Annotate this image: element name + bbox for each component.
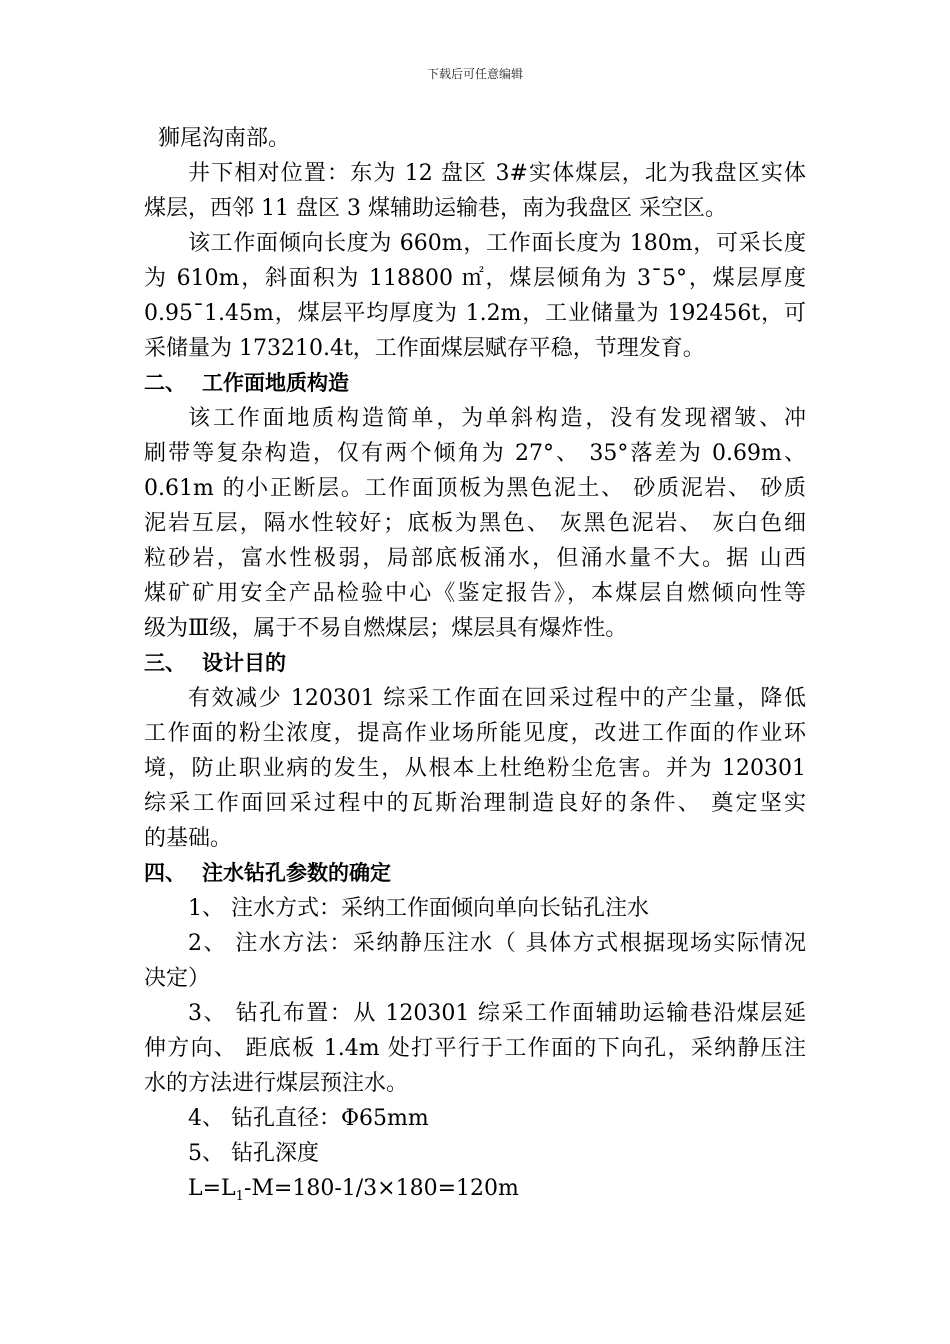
section-heading — [144, 646, 806, 681]
depth-formula — [144, 1171, 806, 1206]
section-title: 工作面地质构造 — [202, 371, 349, 395]
section-heading — [144, 856, 806, 891]
section-number: 三、 — [144, 651, 186, 675]
paragraph-line: 为 610m，斜面积为 118800 ㎡，煤层倾角为 3¯5°，煤层厚度 — [144, 266, 806, 291]
paragraph-line: 工作面的粉尘浓度，提高作业场所能见度，改进工作面的作业环 — [144, 721, 806, 746]
list-item: 4、 钻孔直径：Φ65mm — [188, 1106, 429, 1131]
paragraph-line: 泥岩互层，隔水性较好；底板为黑色、 灰黑色泥岩、 灰白色细 — [144, 511, 806, 536]
section-number: 二、 — [144, 371, 186, 395]
paragraph-line: 该工作面地质构造简单，为单斜构造，没有发现褶皱、冲 — [188, 406, 806, 431]
formula-prefix: L=L — [188, 1176, 236, 1201]
list-item: 1、 注水方式：采纳工作面倾向单向长钻孔注水 — [188, 896, 649, 921]
paragraph-line: 煤层，西邻 11 盘区 3 煤辅助运输巷，南为我盘区 采空区。 — [144, 196, 727, 221]
section-number: 四、 — [144, 861, 186, 885]
formula-suffix: -M=180-1/3×180=120m — [243, 1176, 519, 1201]
paragraph-line: 有效减少 120301 综采工作面在回采过程中的产尘量，降低 — [188, 686, 806, 711]
list-item: 2、 注水方法：采纳静压注水（ 具体方式根据现场实际情况 — [188, 931, 806, 956]
paragraph-line: 刷带等复杂构造，仅有两个倾角为 27°、 35°落差为 0.69m、 — [144, 441, 806, 466]
list-item: 3、 钻孔布置：从 120301 综采工作面辅助运输巷沿煤层延 — [188, 1001, 806, 1026]
list-item: 5、 钻孔深度 — [188, 1141, 319, 1166]
paragraph-line: 煤矿矿用安全产品检验中心《鉴定报告》，本煤层自燃倾向性等 — [144, 581, 806, 606]
section-heading — [144, 366, 806, 401]
paragraph-line: 粒砂岩，富水性极弱，局部底板涌水，但涌水量不大。据 山西 — [144, 546, 806, 571]
section-title: 注水钻孔参数的确定 — [202, 861, 391, 885]
paragraph-line: 0.95¯1.45m，煤层平均厚度为 1.2m，工业储量为 192456t，可 — [144, 301, 806, 326]
paragraph-line: 的基础。 — [144, 826, 233, 851]
list-item-continuation: 伸方向、 距底板 1.4m 处打平行于工作面的下向孔，采纳静压注 — [144, 1036, 806, 1061]
formula-subscript: 1 — [235, 1189, 244, 1204]
page-header: 下载后可任意编辑 — [426, 67, 523, 81]
paragraph-line: 采储量为 173210.4t，工作面煤层赋存平稳，节理发育。 — [144, 336, 705, 361]
paragraph-line: 境，防止职业病的发生，从根本上杜绝粉尘危害。并为 120301 — [144, 756, 806, 781]
paragraph-line: 该工作面倾向长度为 660m，工作面长度为 180m，可采长度 — [188, 231, 806, 256]
paragraph-line: 狮尾沟南部。 — [158, 126, 291, 151]
paragraph-line: 0.61m 的小正断层。工作面顶板为黑色泥土、 砂质泥岩、 砂质 — [144, 476, 806, 501]
paragraph-line: 井下相对位置：东为 12 盘区 3#实体煤层，北为我盘区实体 — [188, 161, 806, 186]
list-item-continuation: 水的方法进行煤层预注水。 — [144, 1071, 409, 1096]
paragraph-line: 级为Ⅲ级，属于不易自燃煤层；煤层具有爆炸性。 — [144, 616, 628, 641]
document-body — [144, 121, 806, 1206]
section-title: 设计目的 — [202, 651, 286, 675]
paragraph-line: 综采工作面回采过程中的瓦斯治理制造良好的条件、 奠定坚实 — [144, 791, 806, 816]
list-item-continuation: 决定） — [144, 966, 211, 991]
